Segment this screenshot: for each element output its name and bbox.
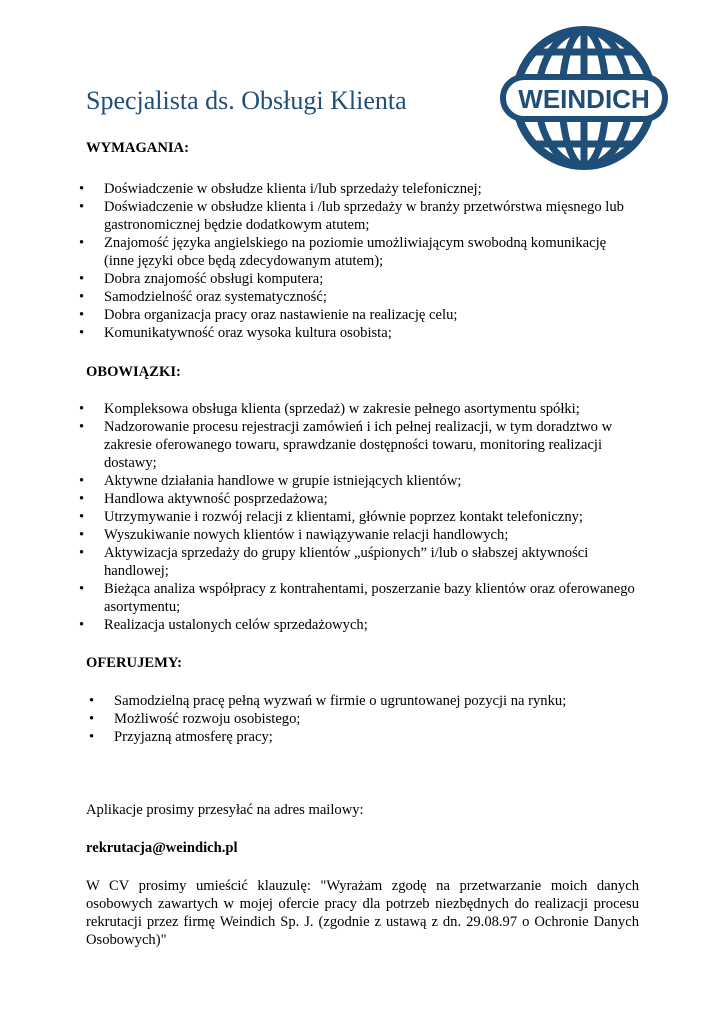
list-item: • Możliwość rozwoju osobistego; [86,710,639,728]
list-item: • Aktywne działania handlowe w grupie istniejących klientów; [86,472,639,490]
list-item: • Nadzorowanie procesu rejestracji zamówień i ich pełnej realizacji, w tym doradztwo w zakresie oferowanego towaru, sprawdzanie dostępności towaru, monitoring realizacji dostawy; [86,418,639,472]
duties-list [86,400,639,634]
list-item: • Kompleksowa obsługa klienta (sprzedaż) w zakresie pełnego asortymentu spółki; [86,400,639,418]
list-item: • Aktywizacja sprzedaży do grupy klientów „uśpionych” i/lub o słabszej aktywności handlowej; [86,544,639,580]
list-item: • Wyszukiwanie nowych klientów i nawiązywanie relacji handlowych; [86,526,639,544]
list-item: • Doświadczenie w obsłudze klienta i /lub sprzedaży w branży przetwórstwa mięsnego lub gastronomicznej będzie dodatkowym atutem; [86,198,639,234]
apply-instructions: Aplikacje prosimy przesyłać na adres mailowy: [86,802,364,818]
list-item: • Dobra znajomość obsługi komputera; [86,270,639,288]
offer-heading: OFERUJEMY: [86,655,182,671]
list-item: • Przyjazną atmosferę pracy; [86,728,639,746]
list-item: • Komunikatywność oraz wysoka kultura osobista; [86,324,639,342]
duties-heading: OBOWIĄZKI: [86,364,181,380]
email-address[interactable]: rekrutacja@weindich.pl [86,840,238,856]
requirements-heading: WYMAGANIA: [86,140,189,156]
list-item: • Bieżąca analiza współpracy z kontrahentami, poszerzanie bazy klientów oraz oferowanego asortymentu; [86,580,639,616]
list-item: • Samodzielną pracę pełną wyzwań w firmie o ugruntowanej pozycji na rynku; [86,692,639,710]
page-title: Specjalista ds. Obsługi Klienta [86,86,407,115]
list-item: • Dobra organizacja pracy oraz nastawienie na realizację celu; [86,306,639,324]
list-item: • Realizacja ustalonych celów sprzedażowych; [86,616,639,634]
list-item: • Samodzielność oraz systematyczność; [86,288,639,306]
list-item: • Znajomość języka angielskiego na poziomie umożliwiającym swobodną komunikację (inne języki obce będą zdecydowanym atutem); [86,234,639,270]
offer-list [86,692,639,746]
list-item: • Handlowa aktywność posprzedażowa; [86,490,639,508]
privacy-clause: W CV prosimy umieścić klauzulę: "Wyrażam zgodę na przetwarzanie moich danych osobowych zawartych w mojej ofercie pracy dla potrzeb niezbędnych do realizacji procesu rekrutacji przez firmę Weindich Sp. J. (zgodnie z ustawą z dn. 29.08.97 o Ochronie Danych Osobowych)" [86,878,639,948]
list-item: • Utrzymywanie i rozwój relacji z klientami, głównie poprzez kontakt telefoniczny; [86,508,639,526]
requirements-list [86,180,639,342]
logo-text: WEINDICH [518,84,650,114]
main-content [86,139,639,949]
list-item: • Doświadczenie w obsłudze klienta i/lub sprzedaży telefonicznej; [86,180,639,198]
